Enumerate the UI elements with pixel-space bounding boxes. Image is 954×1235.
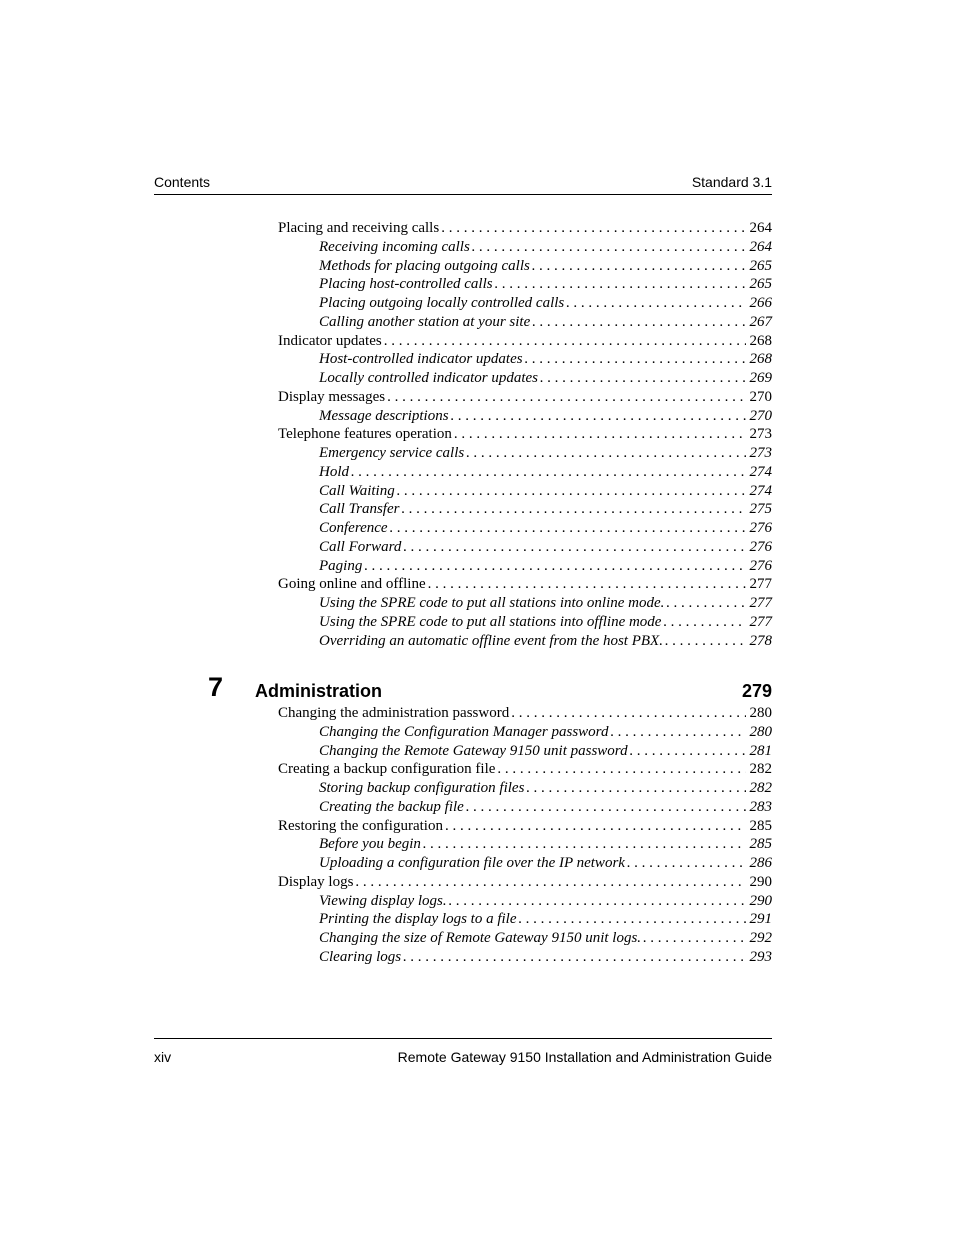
toc-entry-page: 276	[749, 557, 772, 574]
toc-subentry[interactable]	[278, 294, 772, 313]
dot-leader	[630, 742, 746, 761]
dot-leader	[566, 294, 745, 313]
toc-entry-page: 282	[749, 780, 772, 796]
running-header	[154, 174, 772, 190]
dot-leader	[387, 388, 745, 407]
toc-entry-page: 277	[749, 613, 772, 630]
toc-entry-page: 268	[749, 351, 772, 368]
dot-leader	[364, 557, 745, 576]
dot-leader	[643, 929, 745, 948]
dot-leader	[397, 482, 746, 501]
toc-subentry[interactable]	[278, 835, 772, 854]
toc-entry-title: Changing the Configuration Manager password	[319, 723, 609, 740]
toc-subentry[interactable]	[278, 632, 772, 651]
dot-leader	[472, 238, 746, 257]
toc-entry-page: 276	[749, 520, 772, 536]
book-title: Remote Gateway 9150 Installation and Administration Guide	[397, 1049, 772, 1065]
header-standard: Standard 3.1	[691, 174, 772, 190]
dot-leader	[540, 369, 745, 388]
dot-leader	[466, 798, 746, 817]
toc-entry-title: Call Waiting	[319, 482, 395, 499]
toc-entry-page: 280	[749, 723, 772, 740]
toc-entry[interactable]	[278, 388, 772, 407]
toc-entry-page: 267	[749, 313, 772, 330]
toc-subentry[interactable]	[278, 519, 772, 538]
toc-subentry[interactable]	[278, 538, 772, 557]
toc-entry-title: Creating the backup file	[319, 798, 464, 815]
toc-entry-title: Methods for placing outgoing calls	[319, 257, 530, 274]
toc-entry-title: Call Transfer	[319, 501, 400, 518]
toc-entry-page: 290	[749, 892, 772, 909]
toc-entry-title: Viewing display logs.	[319, 892, 447, 909]
toc-subentry[interactable]	[278, 948, 772, 967]
toc-entry-page: 292	[749, 930, 772, 946]
dot-leader	[511, 704, 745, 723]
toc-subentry[interactable]	[278, 407, 772, 426]
toc-entry-page: 286	[749, 855, 772, 871]
toc-subentry[interactable]	[278, 238, 772, 257]
dot-leader	[495, 275, 746, 294]
toc-entry[interactable]	[278, 873, 772, 892]
toc-entry[interactable]	[278, 575, 772, 594]
toc-subentry[interactable]	[278, 798, 772, 817]
dot-leader	[525, 350, 746, 369]
toc-entry-title: Receiving incoming calls	[319, 238, 470, 255]
toc-subentry[interactable]	[278, 444, 772, 463]
page-number: xiv	[154, 1049, 172, 1065]
dot-leader	[441, 219, 745, 238]
toc-entry[interactable]	[278, 817, 772, 836]
toc-entry-page: 277	[749, 576, 772, 593]
toc-subentry[interactable]	[278, 313, 772, 332]
toc-entry[interactable]	[278, 332, 772, 351]
toc-entry-page: 291	[749, 911, 772, 928]
toc-entry-page: 265	[749, 276, 772, 293]
toc-chapter-list	[278, 704, 772, 967]
toc-entry-title: Host-controlled indicator updates	[319, 351, 523, 368]
toc-entry-title: Hold	[319, 463, 349, 480]
toc-entry-title: Using the SPRE code to put all stations into offline mode	[319, 613, 662, 630]
toc-entry-page: 293	[749, 948, 772, 965]
dot-leader	[445, 817, 746, 836]
toc-entry-page: 278	[749, 632, 772, 649]
toc-entry-title: Placing host-controlled calls	[319, 276, 493, 293]
toc-subentry[interactable]	[278, 892, 772, 911]
toc-entry-page: 280	[749, 705, 772, 721]
toc-entry-page: 275	[749, 501, 772, 518]
toc-entry-title: Calling another station at your site	[319, 313, 531, 330]
toc-entry-page: 270	[749, 388, 772, 405]
toc-subentry[interactable]	[278, 910, 772, 929]
toc-entry-page: 274	[749, 482, 772, 499]
dot-leader	[663, 613, 745, 632]
toc-entry-title: Overriding an automatic offline event from the host PBX.	[319, 632, 663, 649]
toc-subentry[interactable]	[278, 482, 772, 501]
toc-entry-page: 290	[749, 873, 772, 890]
dot-leader	[423, 835, 746, 854]
toc-subentry[interactable]	[278, 557, 772, 576]
dot-leader	[401, 500, 745, 519]
dot-leader	[532, 257, 746, 276]
toc-entry-page: 285	[749, 817, 772, 834]
toc-entry-title: Message descriptions	[319, 407, 449, 424]
toc-entry-title: Storing backup configuration files	[319, 780, 525, 796]
toc-entry-title: Display messages	[278, 388, 386, 405]
dot-leader	[403, 538, 745, 557]
toc-entry[interactable]	[278, 760, 772, 779]
dot-leader	[428, 575, 746, 594]
toc-entry-title: Display logs	[278, 873, 354, 890]
dot-leader	[627, 854, 746, 873]
toc-entry-page: 285	[749, 836, 772, 853]
header-rule	[154, 194, 772, 195]
toc-entry-page: 273	[749, 445, 772, 461]
toc-entry-page: 270	[749, 407, 772, 424]
toc-entry-page: 276	[749, 538, 772, 555]
toc-entry-title: Before you begin	[319, 836, 421, 853]
dot-leader	[526, 779, 745, 798]
dot-leader	[451, 407, 746, 426]
toc-entry-page: 277	[749, 595, 772, 611]
dot-leader	[666, 594, 745, 613]
toc-subentry[interactable]	[278, 275, 772, 294]
toc-entry-title: Changing the administration password	[278, 705, 510, 721]
chapter-number: 7	[208, 672, 224, 702]
dot-leader	[497, 760, 745, 779]
dot-leader	[403, 948, 745, 967]
dot-leader	[390, 519, 746, 538]
dot-leader	[610, 723, 745, 742]
running-footer	[154, 1049, 772, 1065]
toc-subentry[interactable]	[278, 257, 772, 276]
toc-entry-page: 273	[749, 426, 772, 443]
dot-leader	[355, 873, 745, 892]
dot-leader	[665, 632, 746, 651]
toc-subentry[interactable]	[278, 929, 772, 948]
footer-rule	[154, 1038, 772, 1039]
toc-entry-title: Uploading a configuration file over the IP network	[319, 855, 625, 871]
toc-entry-title: Clearing logs	[319, 948, 402, 965]
dot-leader	[519, 910, 746, 929]
toc-subentry[interactable]	[278, 500, 772, 519]
toc-entry-page: 282	[749, 761, 772, 778]
toc-entry-title: Locally controlled indicator updates	[319, 370, 539, 386]
toc-entry-title: Telephone features operation	[278, 426, 452, 443]
toc-entry-page: 269	[749, 370, 772, 386]
dot-leader	[454, 425, 746, 444]
toc-entry-title: Placing outgoing locally controlled calls	[319, 295, 565, 311]
toc-entry[interactable]	[278, 425, 772, 444]
dot-leader	[351, 463, 746, 482]
toc-entry-title: Changing the size of Remote Gateway 9150 unit logs.	[319, 930, 642, 946]
dot-leader	[466, 444, 745, 463]
dot-leader	[532, 313, 745, 332]
toc-entry[interactable]	[278, 704, 772, 723]
toc-entry-page: 274	[749, 463, 772, 480]
toc-entry-title: Placing and receiving calls	[278, 220, 440, 236]
header-section: Contents	[154, 174, 211, 190]
toc-subentry[interactable]	[278, 613, 772, 632]
dot-leader	[384, 332, 746, 351]
toc-subentry[interactable]	[278, 779, 772, 798]
toc-entry-page: 264	[749, 238, 772, 255]
toc-entry-title: Going online and offline	[278, 576, 426, 593]
toc-entry-title: Indicator updates	[278, 332, 382, 349]
toc-entry[interactable]	[278, 219, 772, 238]
chapter-heading[interactable]	[255, 681, 772, 702]
toc-subentry[interactable]	[278, 742, 772, 761]
toc-subentry[interactable]	[278, 350, 772, 369]
toc-entry-page: 266	[749, 295, 772, 311]
toc-entry-title: Call Forward	[319, 538, 402, 555]
toc-entry-title: Emergency service calls	[319, 445, 465, 461]
toc-subentry[interactable]	[278, 854, 772, 873]
toc-entry-page: 265	[749, 257, 772, 274]
chapter-page: 279	[741, 681, 772, 701]
chapter-title: Administration	[255, 681, 383, 701]
toc-subentry[interactable]	[278, 723, 772, 742]
toc-entry-page: 268	[749, 332, 772, 349]
toc-entry-title: Printing the display logs to a file	[319, 911, 517, 928]
toc-entry-page: 283	[749, 798, 772, 815]
toc-entry-title: Using the SPRE code to put all stations into online mode.	[319, 595, 665, 611]
toc-entry-title: Conference	[319, 520, 388, 536]
toc-entry-title: Creating a backup configuration file	[278, 761, 496, 778]
toc-subentry[interactable]	[278, 463, 772, 482]
toc-entry-title: Restoring the configuration	[278, 817, 443, 834]
toc-subentry[interactable]	[278, 369, 772, 388]
toc-section-list	[278, 219, 772, 650]
toc-entry-page: 281	[749, 742, 772, 759]
toc-entry-title: Changing the Remote Gateway 9150 unit password	[319, 742, 628, 759]
toc-subentry[interactable]	[278, 594, 772, 613]
toc-entry-page: 264	[749, 220, 772, 236]
dot-leader	[449, 892, 746, 911]
toc-entry-title: Paging	[319, 557, 363, 574]
